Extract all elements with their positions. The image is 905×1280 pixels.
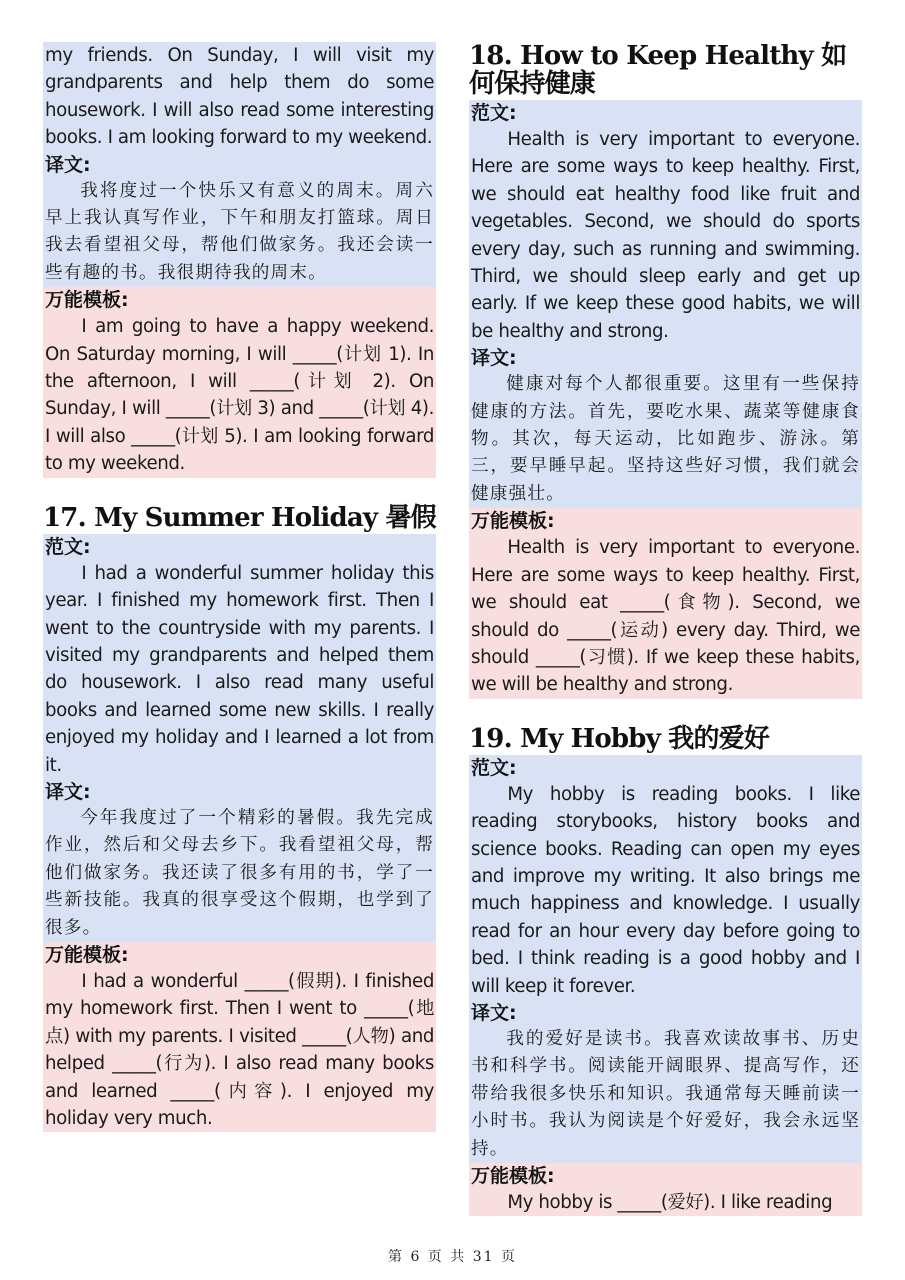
template-label: 万能模板: <box>471 510 555 533</box>
translation-text: 我的爱好是读书。我喜欢读故事书、历史书和科学书。阅读能开阔眼界、提高写作，还带给我很多快乐和知识。我通常每天睡前读一小时书。我认为阅读是个好爱好，我会永远坚持。 <box>471 1028 860 1159</box>
continued-essay-block <box>43 42 436 287</box>
template-text: Health is very important to everyone. Here are some ways to keep healthy. First, we should eat _____(食物). Second, we should do _____(运动) every day. Third, we should _____(习惯). If we keep these habits, we will be healthy and strong. <box>471 537 860 696</box>
section-18-model-block <box>469 100 862 508</box>
translation-text: 今年我度过了一个精彩的暑假。我先完成作业，然后和父母去乡下。我看望祖父母，帮他们做家务。我还读了很多有用的书，学了一些新技能。我真的很享受这个假期，也学到了很多。 <box>45 807 434 938</box>
section-18-template-block <box>469 508 862 698</box>
section-19-title: 19. My Hobby 我的爱好 <box>469 723 770 754</box>
translation-label: 译文: <box>45 780 91 803</box>
section-19-template-block <box>469 1163 862 1216</box>
translation-label: 译文: <box>45 153 91 176</box>
model-essay-text: Health is very important to everyone. Here are some ways to keep healthy. First, we should eat healthy food like fruit and vegetables. Second, we should do sports every day, such as running and swimming. Third, we should sleep early and get up early. If we keep these good habits, we will be healthy and strong. <box>471 129 860 342</box>
right-column <box>469 42 862 1216</box>
template-label: 万能模板: <box>471 1165 555 1187</box>
section-17-template-block <box>43 942 436 1132</box>
model-label: 范文: <box>45 535 91 558</box>
section-18-title: 18. How to Keep Healthy 如何保持健康 <box>469 41 847 99</box>
left-column <box>43 42 436 1132</box>
translation-text: 我将度过一个快乐又有意义的周末。周六早上我认真写作业，下午和朋友打篮球。周日我去看望祖父母，帮他们做家务。我还会读一些有趣的书。我很期待我的周末。 <box>45 180 434 283</box>
template-text: My hobby is _____(爱好). I like reading <box>507 1192 833 1213</box>
translation-text: 健康对每个人都很重要。这里有一些保持健康的方法。首先，要吃水果、蔬菜等健康食物。其次，每天运动，比如跑步、游泳。第三，要早睡早起。坚持这些好习惯，我们就会健康强壮。 <box>471 374 860 504</box>
translation-label: 译文: <box>471 347 517 370</box>
section-17-title: 17. My Summer Holiday 暑假 <box>43 502 436 533</box>
continued-essay-text: my friends. On Sunday, I will visit my grandparents and help them do some housework. I will also read some interesting books. I am looking forward to my weekend. <box>45 45 434 149</box>
template-block <box>43 287 436 477</box>
section-17-model-block <box>43 534 436 942</box>
model-essay-text: I had a wonderful summer holiday this year. I finished my homework first. Then I went to the countryside with my parents. I visited my grandparents and helped them do housework. I also read many useful books and learned some new skills. I really enjoyed my holiday and I learned a lot from it. <box>45 562 434 776</box>
template-text: I had a wonderful _____(假期). I finished my homework first. Then I went to _____(地点) with my parents. I visited _____(人物) and helped _____(行为). I also read many books and learned _____(内容). I enjoyed my holiday very much. <box>45 970 434 1129</box>
model-essay-text: My hobby is reading books. I like reading storybooks, history books and science books. Reading can open my eyes and improve my writing. It also brings me much happiness and knowledge. I usually read for an hour every day before going to bed. I think reading is a good hobby and I will keep it forever. <box>471 783 860 997</box>
template-text: I am going to have a happy weekend. On Saturday morning, I will _____(计划 1). In the afternoon, I will _____(计划 2). On Sunday, I will _____(计划 3) and _____(计划 4). I will also _____(计划 5). I am looking forward to my weekend. <box>45 316 434 475</box>
translation-label: 译文: <box>471 1001 517 1024</box>
template-label: 万能模板: <box>45 943 129 966</box>
page-number-footer: 第 6 页 共 31 页 <box>388 1249 517 1265</box>
model-label: 范文: <box>471 756 517 779</box>
model-label: 范文: <box>471 102 517 124</box>
template-label: 万能模板: <box>45 289 129 312</box>
section-19-model-block <box>469 755 862 1163</box>
